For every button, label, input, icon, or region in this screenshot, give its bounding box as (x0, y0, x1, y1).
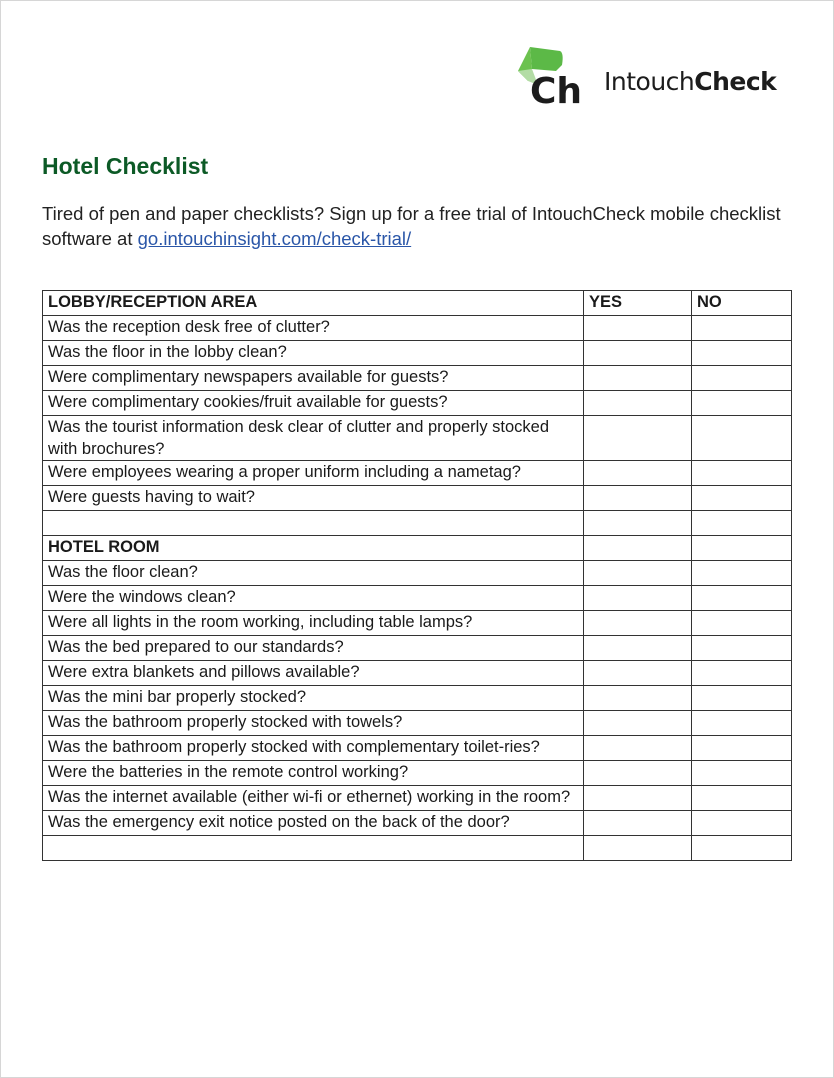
yes-cell[interactable] (584, 711, 692, 736)
question-cell: Was the internet available (either wi-fi or ethernet) working in the room? (43, 786, 584, 811)
yes-cell[interactable] (584, 461, 692, 486)
question-cell: Was the bathroom properly stocked with complementary toilet-ries? (43, 736, 584, 761)
question-cell: Was the emergency exit notice posted on the back of the door? (43, 811, 584, 836)
question-cell: Were all lights in the room working, including table lamps? (43, 611, 584, 636)
yes-cell[interactable] (584, 586, 692, 611)
yes-cell[interactable] (584, 761, 692, 786)
checklist-row (43, 661, 792, 686)
no-cell[interactable] (692, 316, 792, 341)
no-cell[interactable] (692, 761, 792, 786)
section-header-row (43, 291, 792, 316)
yes-cell[interactable] (584, 811, 692, 836)
logo-wordmark (604, 67, 776, 96)
question-cell: Were guests having to wait? (43, 486, 584, 511)
question-cell: Were extra blankets and pillows available? (43, 661, 584, 686)
trial-link[interactable]: go.intouchinsight.com/check-trial/ (137, 228, 412, 249)
no-cell[interactable] (692, 461, 792, 486)
question-cell: Was the floor clean? (43, 561, 584, 586)
yes-cell[interactable] (584, 786, 692, 811)
checklist-row (43, 391, 792, 416)
checklist-row (43, 511, 792, 536)
yes-cell[interactable] (584, 686, 692, 711)
yes-cell[interactable] (584, 736, 692, 761)
ch-logo-icon (516, 45, 582, 105)
checklist-row (43, 786, 792, 811)
yes-cell[interactable] (584, 391, 692, 416)
intro-paragraph (42, 201, 802, 251)
checklist-row (43, 461, 792, 486)
yes-cell[interactable] (584, 536, 692, 561)
checklist-row (43, 836, 792, 861)
yes-cell[interactable] (584, 341, 692, 366)
checklist-row (43, 686, 792, 711)
question-cell: Were complimentary newspapers available for guests? (43, 366, 584, 391)
no-cell[interactable] (692, 611, 792, 636)
checklist-row (43, 811, 792, 836)
yes-cell[interactable] (584, 486, 692, 511)
yes-cell[interactable] (584, 416, 692, 461)
question-cell: Were complimentary cookies/fruit available for guests? (43, 391, 584, 416)
question-cell: Was the floor in the lobby clean? (43, 341, 584, 366)
yes-cell[interactable] (584, 636, 692, 661)
no-cell[interactable] (692, 686, 792, 711)
question-cell: Were employees wearing a proper uniform including a nametag? (43, 461, 584, 486)
checklist-row (43, 316, 792, 341)
no-cell[interactable] (692, 366, 792, 391)
question-cell: Were the batteries in the remote control working? (43, 761, 584, 786)
no-cell[interactable] (692, 536, 792, 561)
yes-cell[interactable] (584, 366, 692, 391)
no-column-header: NO (692, 291, 792, 316)
checklist-table (42, 290, 792, 861)
yes-cell[interactable] (584, 661, 692, 686)
checklist-row (43, 561, 792, 586)
question-cell (43, 836, 584, 861)
section-heading: HOTEL ROOM (43, 536, 584, 561)
no-cell[interactable] (692, 511, 792, 536)
no-cell[interactable] (692, 836, 792, 861)
checklist-row (43, 366, 792, 391)
checklist-row (43, 611, 792, 636)
checklist-row (43, 486, 792, 511)
yes-cell[interactable] (584, 511, 692, 536)
question-cell: Were the windows clean? (43, 586, 584, 611)
no-cell[interactable] (692, 586, 792, 611)
no-cell[interactable] (692, 736, 792, 761)
no-cell[interactable] (692, 391, 792, 416)
question-cell (43, 511, 584, 536)
yes-cell[interactable] (584, 561, 692, 586)
checklist-row (43, 761, 792, 786)
section-header-row (43, 536, 792, 561)
yes-cell[interactable] (584, 316, 692, 341)
no-cell[interactable] (692, 811, 792, 836)
yes-column-header: YES (584, 291, 692, 316)
yes-cell[interactable] (584, 611, 692, 636)
checklist-row (43, 586, 792, 611)
yes-cell[interactable] (584, 836, 692, 861)
no-cell[interactable] (692, 786, 792, 811)
checklist-row (43, 736, 792, 761)
no-cell[interactable] (692, 486, 792, 511)
no-cell[interactable] (692, 661, 792, 686)
page-title: Hotel Checklist (42, 153, 209, 179)
section-heading: LOBBY/RECEPTION AREA (43, 291, 584, 316)
svg-text:Ch: Ch (530, 71, 582, 105)
no-cell[interactable] (692, 341, 792, 366)
checklist-row (43, 416, 792, 461)
question-cell: Was the bathroom properly stocked with towels? (43, 711, 584, 736)
no-cell[interactable] (692, 416, 792, 461)
checklist-row (43, 636, 792, 661)
no-cell[interactable] (692, 711, 792, 736)
checklist-row (43, 711, 792, 736)
no-cell[interactable] (692, 636, 792, 661)
logo-name-bold: Check (694, 67, 777, 96)
question-cell: Was the tourist information desk clear of clutter and properly stocked with brochures? (43, 416, 584, 461)
question-cell: Was the reception desk free of clutter? (43, 316, 584, 341)
question-cell: Was the mini bar properly stocked? (43, 686, 584, 711)
question-cell: Was the bed prepared to our standards? (43, 636, 584, 661)
intouchcheck-logo (516, 45, 786, 107)
no-cell[interactable] (692, 561, 792, 586)
intro-text: Tired of pen and paper checklists? Sign up for a free trial of IntouchCheck mobile checklist software at (42, 203, 781, 249)
checklist-row (43, 341, 792, 366)
logo-name-regular: Intouch (604, 67, 695, 96)
